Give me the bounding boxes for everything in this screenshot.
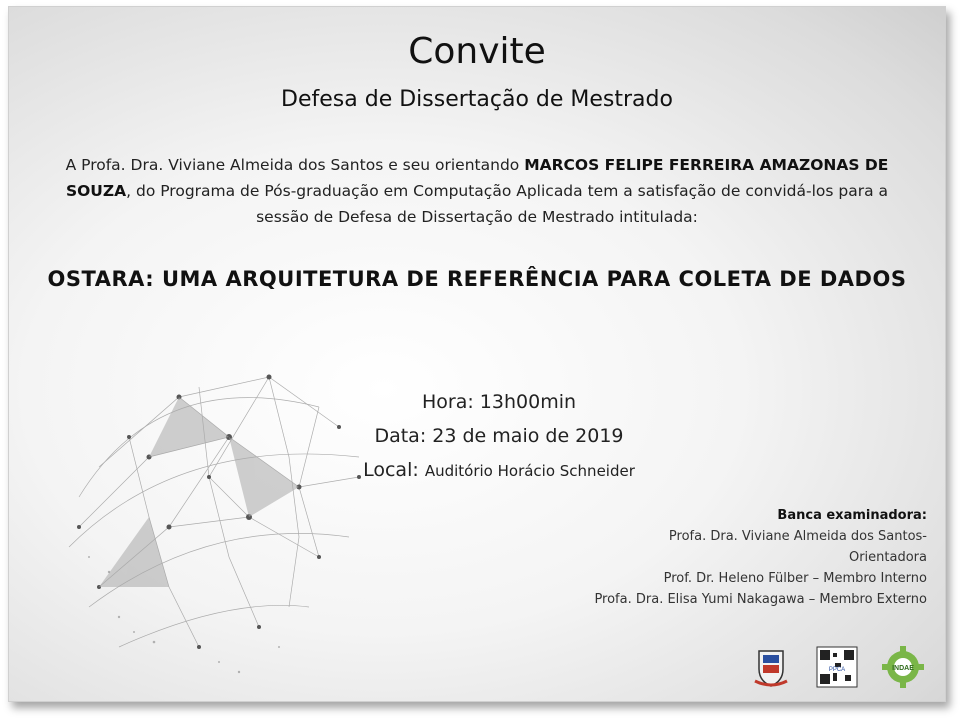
qr-code-icon (815, 645, 859, 689)
footer-logos (749, 645, 925, 689)
network-globe-illustration (59, 287, 379, 687)
place-label: Local: (363, 459, 419, 481)
time-row (339, 385, 659, 419)
university-crest-icon (749, 645, 793, 689)
time-value: 13h00min (479, 391, 577, 413)
invitation-card (8, 6, 946, 702)
board-member: Prof. Dr. Heleno Fülber – Membro Interno (663, 571, 927, 586)
event-details (339, 385, 659, 488)
place-row (339, 453, 659, 488)
gear-logo-icon (881, 645, 925, 689)
invitation-title: Convite (408, 31, 546, 72)
examining-board (587, 505, 927, 610)
time-label: Hora: (421, 391, 474, 413)
board-heading: Banca examinadora: (777, 508, 927, 523)
board-member: Profa. Dra. Viviane Almeida dos Santos- Orientadora (668, 529, 927, 565)
intro-text-end: , do Programa de Pós-graduação em Computação Aplicada tem a satisfação de convidá-los para a sessão de Defesa de Dissertação de Mestrado intitulada: (126, 182, 889, 226)
date-value: 23 de maio de 2019 (432, 425, 624, 447)
board-member: Profa. Dra. Elisa Yumi Nakagawa – Membro Externo (594, 592, 927, 607)
invitation-intro (39, 152, 915, 230)
student-name: MARCOS FELIPE FERREIRA AMAZONAS DE SOUZA (65, 156, 889, 200)
gear-label: INDAE (892, 665, 914, 672)
date-row (339, 419, 659, 453)
invitation-subtitle: Defesa de Dissertação de Mestrado (281, 87, 673, 112)
thesis-title: OSTARA: UMA ARQUITETURA DE REFERÊNCIA PARA COLETA DE DADOS (47, 267, 907, 291)
place-value: Auditório Horácio Schneider (424, 462, 635, 480)
intro-text-start: A Profa. Dra. Viviane Almeida dos Santos e seu orientando (65, 156, 525, 174)
qr-label: PPCA (828, 667, 846, 673)
date-label: Data: (374, 425, 427, 447)
